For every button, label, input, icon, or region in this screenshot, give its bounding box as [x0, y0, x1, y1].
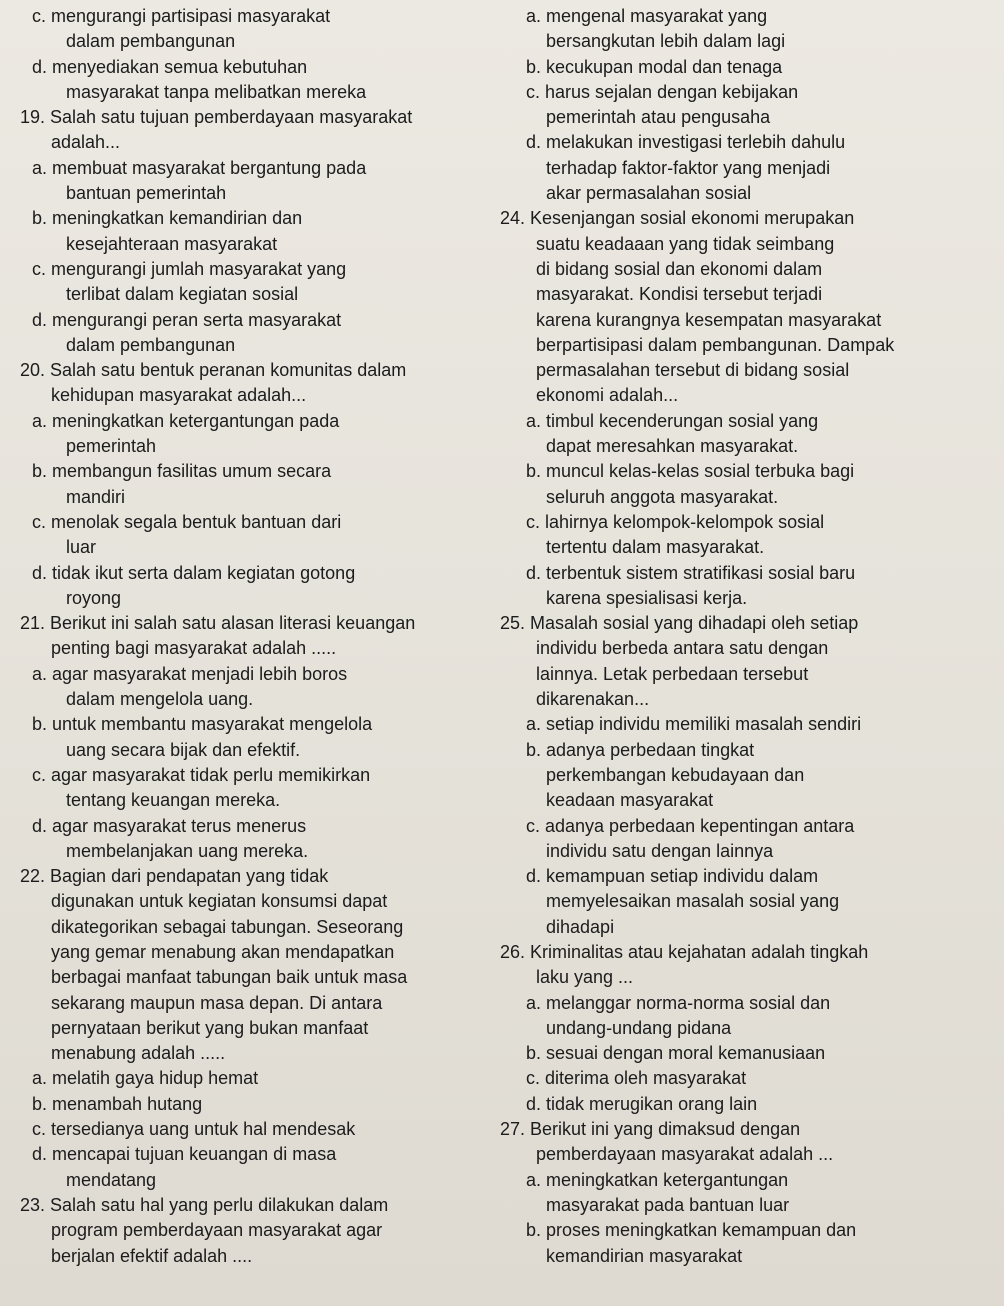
answer-option-line: a. agar masyarakat menjadi lebih boros	[32, 663, 348, 684]
answer-option-line: b. untuk membantu masyarakat mengelola	[32, 714, 373, 735]
question-text-line: digunakan untuk kegiatan konsumsi dapat	[51, 891, 388, 912]
question-text-line: lainnya. Letak perbedaan tersebut	[536, 663, 809, 684]
question-text-line: 27. Berikut ini yang dimaksud dengan	[500, 1119, 801, 1140]
question-text-line: ekonomi adalah...	[536, 385, 679, 406]
answer-option-line: b. kecukupan modal dan tenaga	[526, 56, 783, 77]
question-text-line: di bidang sosial dan ekonomi dalam	[536, 258, 823, 279]
question-text-line: sekarang maupun masa depan. Di antara	[51, 992, 383, 1013]
answer-option-line: a. timbul kecenderungan sosial yang	[526, 410, 819, 431]
answer-option-line: dapat meresahkan masyarakat.	[546, 436, 799, 457]
answer-option-line: akar permasalahan sosial	[546, 183, 752, 204]
question-text-line: 20. Salah satu bentuk peranan komunitas dalam	[20, 360, 407, 381]
answer-option-line: kemandirian masyarakat	[546, 1245, 743, 1266]
answer-option-line: d. menyediakan semua kebutuhan	[32, 56, 308, 77]
question-text-line: 25. Masalah sosial yang dihadapi oleh setiap	[500, 613, 859, 634]
answer-option-line: b. adanya perbedaan tingkat	[526, 739, 755, 760]
answer-option-line: memyelesaikan masalah sosial yang	[546, 891, 840, 912]
question-text-line: individu berbeda antara satu dengan	[536, 638, 829, 659]
answer-option-line: uang secara bijak dan efektif.	[66, 739, 301, 760]
question-text-line: menabung adalah .....	[51, 1043, 226, 1064]
answer-option-line: terhadap faktor-faktor yang menjadi	[546, 157, 831, 178]
answer-option-line: d. agar masyarakat terus menerus	[32, 815, 307, 836]
answer-option-line: a. melatih gaya hidup hemat	[32, 1068, 259, 1089]
answer-option-line: c. mengurangi partisipasi masyarakat	[32, 6, 331, 26]
answer-option-line: perkembangan kebudayaan dan	[546, 764, 805, 785]
answer-option-line: c. tersedianya uang untuk hal mendesak	[32, 1119, 356, 1140]
answer-option-line: pemerintah	[66, 436, 157, 457]
answer-option-line: c. harus sejalan dengan kebijakan	[526, 81, 799, 102]
answer-option-line: seluruh anggota masyarakat.	[546, 486, 779, 507]
question-text-line: laku yang ...	[536, 967, 634, 988]
answer-option-line: a. setiap individu memiliki masalah sendiri	[526, 714, 862, 735]
question-text-line: 21. Berikut ini salah satu alasan literasi keuangan	[20, 613, 416, 634]
answer-option-line: individu satu dengan lainnya	[546, 840, 774, 861]
answer-option-line: masyarakat pada bantuan luar	[546, 1194, 790, 1215]
question-text-line: adalah...	[51, 132, 121, 153]
question-text-line: 22. Bagian dari pendapatan yang tidak	[20, 866, 329, 887]
answer-option-line: membelanjakan uang mereka.	[66, 840, 309, 861]
answer-option-line: kesejahteraan masyarakat	[66, 233, 278, 254]
answer-option-line: dalam mengelola uang.	[66, 689, 254, 710]
answer-option-line: c. adanya perbedaan kepentingan antara	[526, 815, 855, 836]
answer-option-line: a. meningkatkan ketergantungan pada	[32, 410, 340, 431]
answer-option-line: pemerintah atau pengusaha	[546, 107, 771, 128]
question-text-line: suatu keadaaan yang tidak seimbang	[536, 233, 835, 254]
question-text-line: permasalahan tersebut di bidang sosial	[536, 360, 850, 381]
answer-option-line: luar	[66, 537, 97, 558]
answer-option-line: terlibat dalam kegiatan sosial	[66, 284, 299, 305]
answer-option-line: dihadapi	[546, 916, 615, 937]
answer-option-line: b. meningkatkan kemandirian dan	[32, 208, 303, 229]
answer-option-line: dalam pembangunan	[66, 334, 236, 355]
answer-option-line: masyarakat tanpa melibatkan mereka	[66, 81, 367, 102]
question-text-line: pemberdayaan masyarakat adalah ...	[536, 1144, 834, 1165]
answer-option-line: undang-undang pidana	[546, 1017, 732, 1038]
question-text-line: berjalan efektif adalah ....	[51, 1245, 253, 1266]
answer-option-line: b. sesuai dengan moral kemanusiaan	[526, 1043, 826, 1064]
question-text-line: pernyataan berikut yang bukan manfaat	[51, 1017, 369, 1038]
question-text-line: berpartisipasi dalam pembangunan. Dampak	[536, 334, 895, 355]
answer-option-line: a. mengenal masyarakat yang	[526, 6, 768, 26]
answer-option-line: keadaan masyarakat	[546, 790, 714, 811]
answer-option-line: d. melakukan investigasi terlebih dahulu	[526, 132, 846, 153]
answer-option-line: c. lahirnya kelompok-kelompok sosial	[526, 511, 825, 532]
answer-option-line: c. diterima oleh masyarakat	[526, 1068, 747, 1089]
question-text-line: berbagai manfaat tabungan baik untuk masa	[51, 967, 408, 988]
answer-option-line: b. membangun fasilitas umum secara	[32, 461, 332, 482]
answer-option-line: tentang keuangan mereka.	[66, 790, 281, 811]
left-column	[20, 4, 488, 1269]
answer-option-line: c. menolak segala bentuk bantuan dari	[32, 511, 342, 532]
answer-option-line: d. tidak merugikan orang lain	[526, 1093, 758, 1114]
answer-option-line: b. menambah hutang	[32, 1093, 203, 1114]
answer-option-line: d. mencapai tujuan keuangan di masa	[32, 1144, 337, 1165]
question-text-line: 23. Salah satu hal yang perlu dilakukan dalam	[20, 1194, 389, 1215]
answer-option-line: dalam pembangunan	[66, 31, 236, 52]
answer-option-line: tertentu dalam masyarakat.	[546, 537, 765, 558]
question-text-line: karena kurangnya kesempatan masyarakat	[536, 309, 882, 330]
question-text-line: masyarakat. Kondisi tersebut terjadi	[536, 284, 823, 305]
answer-option-line: mendatang	[66, 1169, 157, 1190]
answer-option-line: d. kemampuan setiap individu dalam	[526, 866, 819, 887]
answer-option-line: royong	[66, 587, 122, 608]
question-text-line: penting bagi masyarakat adalah .....	[51, 638, 337, 659]
answer-option-line: d. tidak ikut serta dalam kegiatan gotong	[32, 562, 356, 583]
answer-option-line: karena spesialisasi kerja.	[546, 587, 748, 608]
question-text-line: 19. Salah satu tujuan pemberdayaan masyarakat	[20, 107, 413, 128]
answer-option-line: a. meningkatkan ketergantungan	[526, 1169, 789, 1190]
right-column	[500, 4, 986, 1269]
question-text-line: 26. Kriminalitas atau kejahatan adalah tingkah	[500, 941, 869, 962]
answer-option-line: d. mengurangi peran serta masyarakat	[32, 309, 342, 330]
question-text-line: kehidupan masyarakat adalah...	[51, 385, 307, 406]
question-text-line: dikarenakan...	[536, 689, 650, 710]
answer-option-line: b. muncul kelas-kelas sosial terbuka bagi	[526, 461, 855, 482]
answer-option-line: c. mengurangi jumlah masyarakat yang	[32, 258, 347, 279]
question-text-line: dikategorikan sebagai tabungan. Seseorang	[51, 916, 404, 937]
question-text-line: program pemberdayaan masyarakat agar	[51, 1220, 383, 1241]
answer-option-line: bantuan pemerintah	[66, 183, 227, 204]
answer-option-line: c. agar masyarakat tidak perlu memikirkan	[32, 764, 371, 785]
answer-option-line: d. terbentuk sistem stratifikasi sosial baru	[526, 562, 856, 583]
answer-option-line: mandiri	[66, 486, 126, 507]
question-text-line: 24. Kesenjangan sosial ekonomi merupakan	[500, 208, 855, 229]
answer-option-line: a. melanggar norma-norma sosial dan	[526, 992, 831, 1013]
answer-option-line: a. membuat masyarakat bergantung pada	[32, 157, 367, 178]
answer-option-line: bersangkutan lebih dalam lagi	[546, 31, 786, 52]
answer-option-line: b. proses meningkatkan kemampuan dan	[526, 1220, 857, 1241]
question-text-line: yang gemar menabung akan mendapatkan	[51, 941, 395, 962]
